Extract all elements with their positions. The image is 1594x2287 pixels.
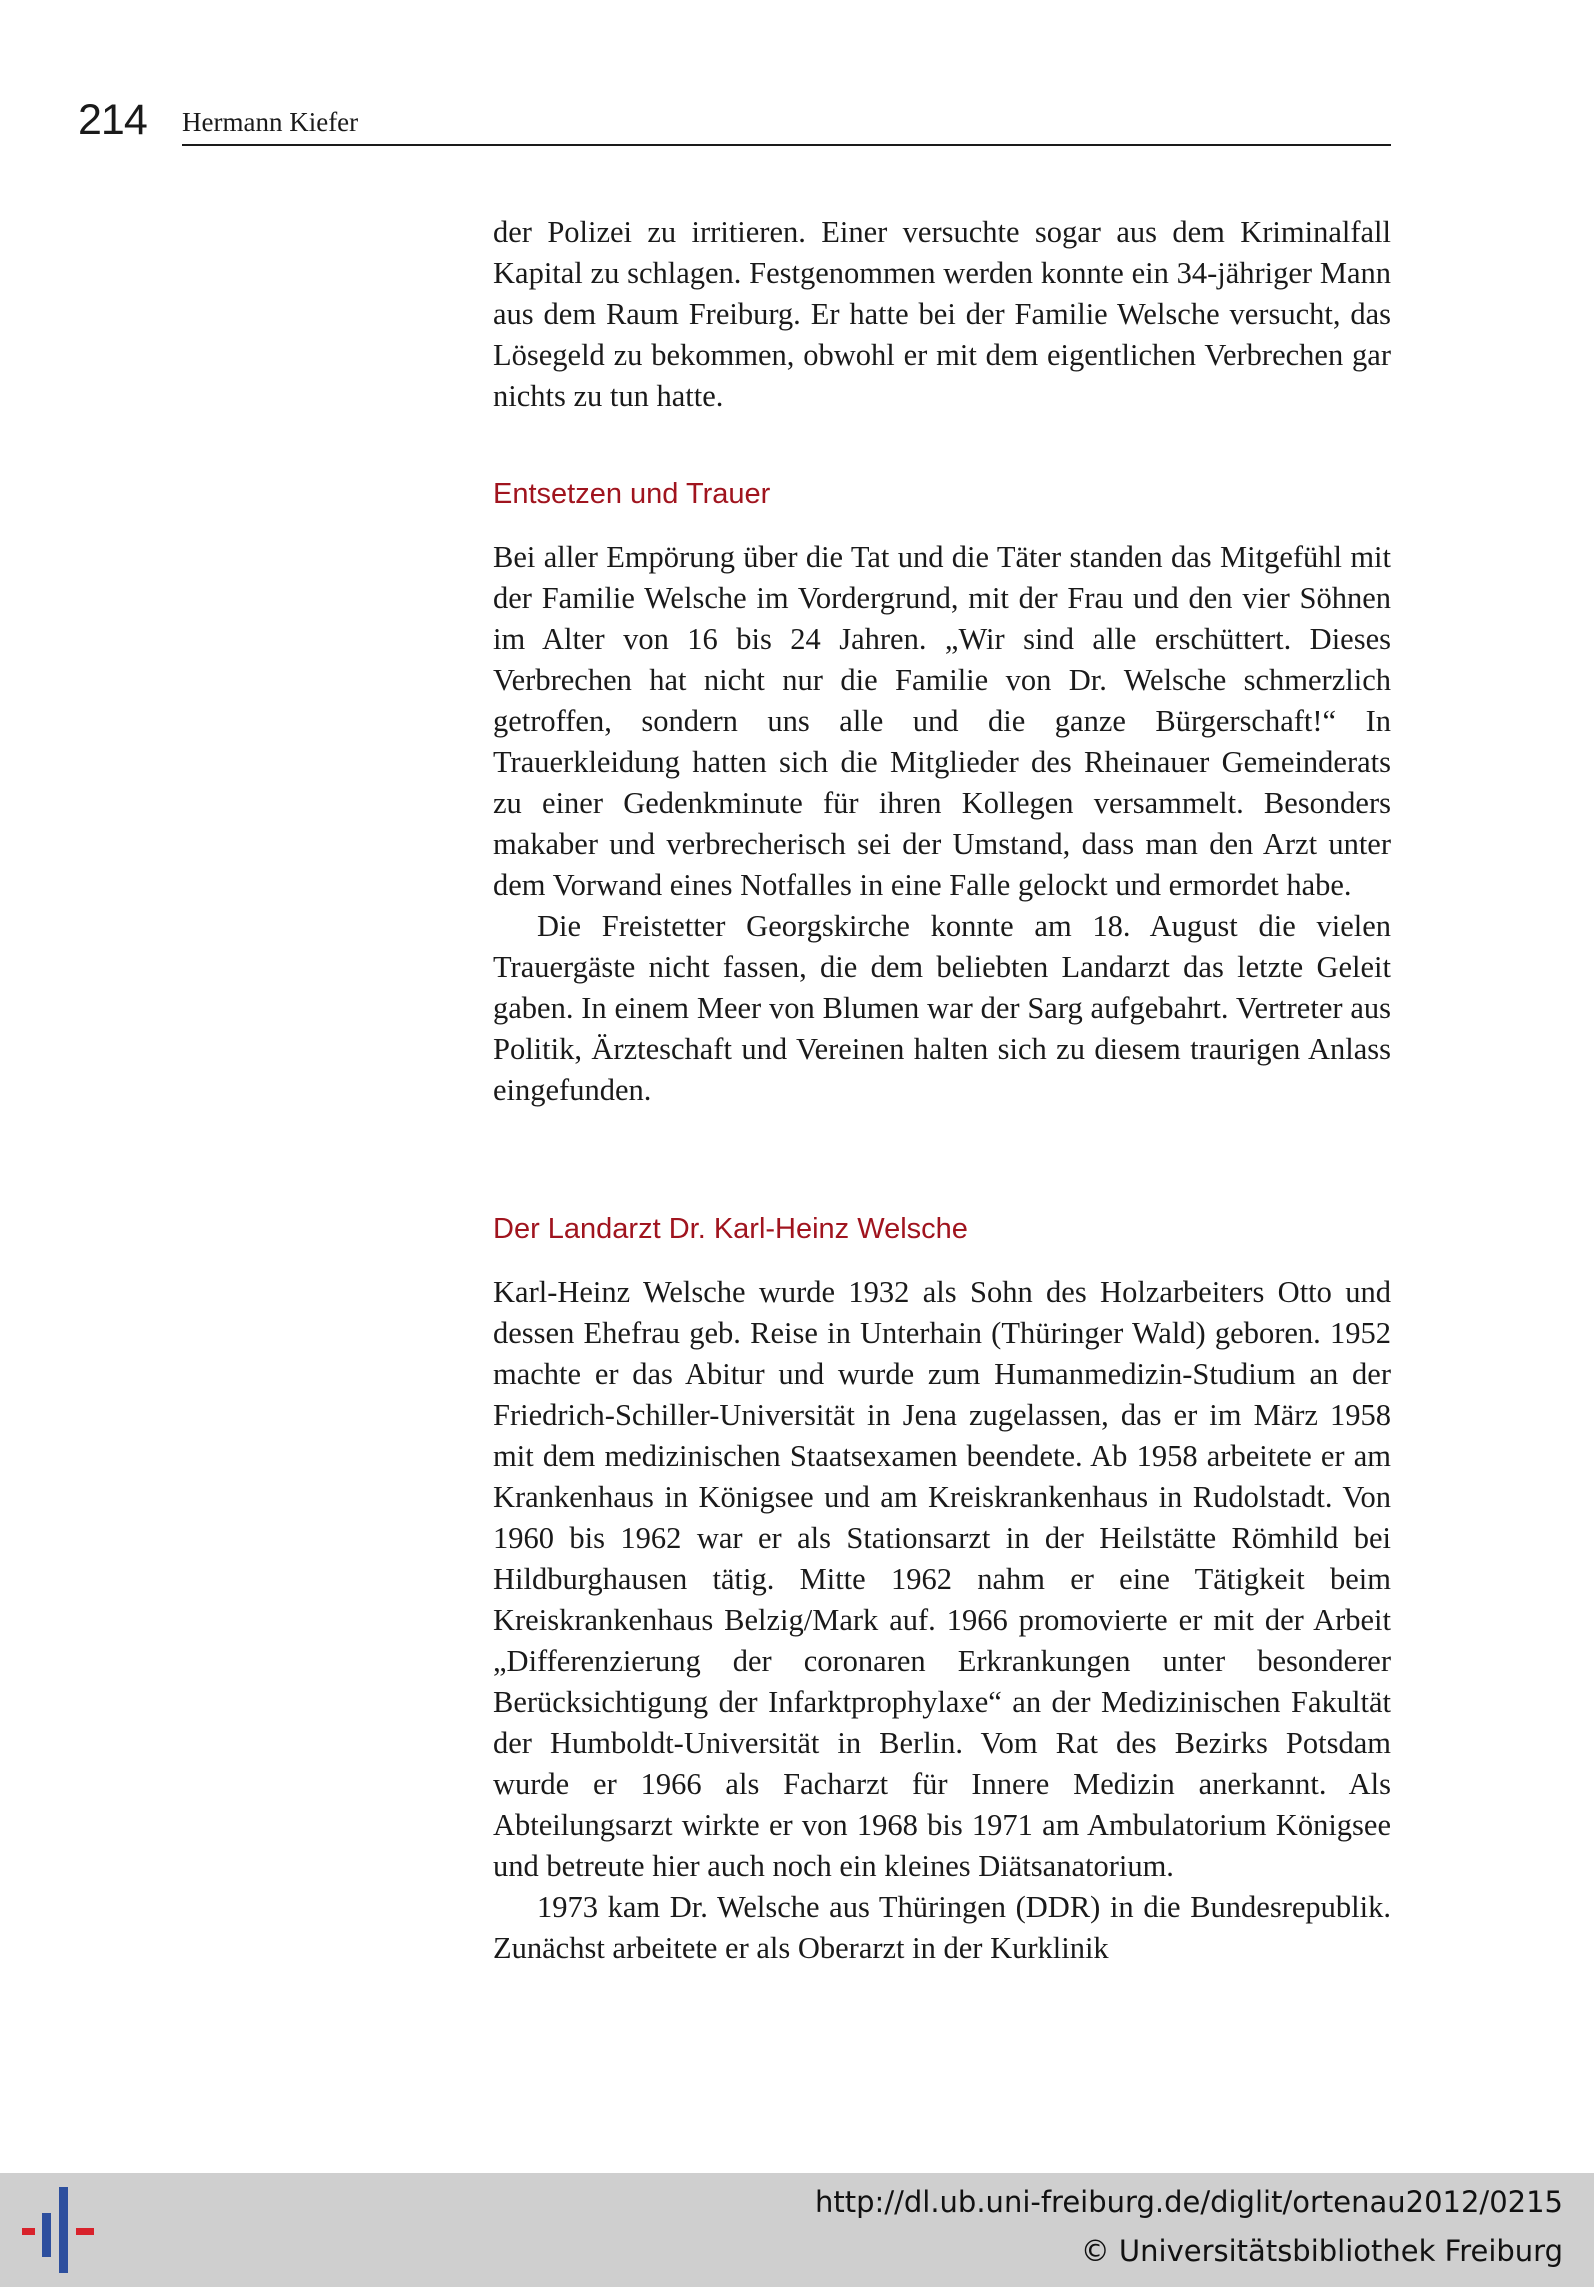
page-number: 214 xyxy=(78,96,147,144)
footer-copyright: © Universitätsbibliothek Freiburg xyxy=(1080,2234,1563,2268)
section-heading: Entsetzen und Trauer xyxy=(493,478,771,510)
ub-freiburg-logo-icon xyxy=(22,2187,102,2273)
paragraph: Karl-Heinz Welsche wurde 1932 als Sohn des Holzarbeiters Otto und dessen Ehefrau geb. Reise in Unterhain (Thüringer Wald) geboren. 1952 machte er das Abitur und wurde zum Humanmedizin-Studium an der Friedrich-Schiller-Universität in Jena zugelassen, das er im März 1958 mit dem medizinischen Staatsexamen beendete. Ab 1958 arbeitete er am Krankenhaus in Königsee und am Kreiskrankenhaus in Rudolstadt. Von 1960 bis 1962 war er als Stationsarzt in der Heilstätte Römhild bei Hildburghausen tätig. Mitte 1962 nahm er eine Tätigkeit beim Kreiskrankenhaus Belzig/Mark auf. 1966 promovierte er mit der Arbeit „Differenzierung der coronaren Erkrankungen unter besonderer Berücksichtigung der Infarktprophylaxe“ an der Medizinischen Fakultät der Humboldt-Universität in Berlin. Vom Rat des Bezirks Potsdam wurde er 1966 als Facharzt für Innere Medizin anerkannt. Als Abteilungsarzt wirkte er von 1968 bis 1971 am Ambulatorium Königsee und betreute hier auch noch ein kleines Diätsanatorium. xyxy=(493,1275,1391,1883)
running-head-author: Hermann Kiefer xyxy=(182,107,359,137)
running-header xyxy=(78,96,1391,146)
header-rule xyxy=(182,144,1391,146)
section-heading: Der Landarzt Dr. Karl-Heinz Welsche xyxy=(493,1213,968,1245)
text-column xyxy=(493,212,1391,417)
paragraph: Bei aller Empörung über die Tat und die Täter standen das Mitgefühl mit der Familie Welsche im Vordergrund, mit der Frau und den vier Söhnen im Alter von 16 bis 24 Jahren. „Wir sind alle erschüttert. Dieses Verbrechen hat nicht nur die Familie von Dr. Welsche schmerzlich getroffen, sondern uns alle und die ganze Bürgerschaft!“ In Trauerkleidung hatten sich die Mitglieder des Rheinauer Gemeinderats zu einer Gedenkminute für ihren Kollegen versammelt. Besonders makaber und verbrecherisch sei der Umstand, dass man den Arzt unter dem Vorwand eines Notfalles in eine Falle gelockt und ermordet habe. xyxy=(493,540,1391,902)
footer-url[interactable]: http://dl.ub.uni-freiburg.de/diglit/ortenau2012/0215 xyxy=(815,2185,1563,2219)
paragraph: der Polizei zu irritieren. Einer versuchte sogar aus dem Kriminalfall Kapital zu schlagen. Festgenommen werden konnte ein 34-jähriger Mann aus dem Raum Freiburg. Er hatte bei der Familie Welsche versucht, das Lösegeld zu bekommen, obwohl er mit dem eigentlichen Verbrechen gar nichts zu tun hatte. xyxy=(493,215,1391,413)
library-footer xyxy=(0,2173,1594,2287)
paragraph: 1973 kam Dr. Welsche aus Thüringen (DDR) in die Bundesrepublik. Zunächst arbeitete er als Oberarzt in der Kurklinik xyxy=(493,1890,1391,1965)
paragraph: Die Freistetter Georgskirche konnte am 18. August die vielen Trauergäste nicht fassen, die dem beliebten Landarzt das letzte Geleit gaben. In einem Meer von Blumen war der Sarg aufgebahrt. Vertreter aus Politik, Ärzteschaft und Vereinen halten sich zu diesem traurigen Anlass eingefunden. xyxy=(493,909,1391,1107)
